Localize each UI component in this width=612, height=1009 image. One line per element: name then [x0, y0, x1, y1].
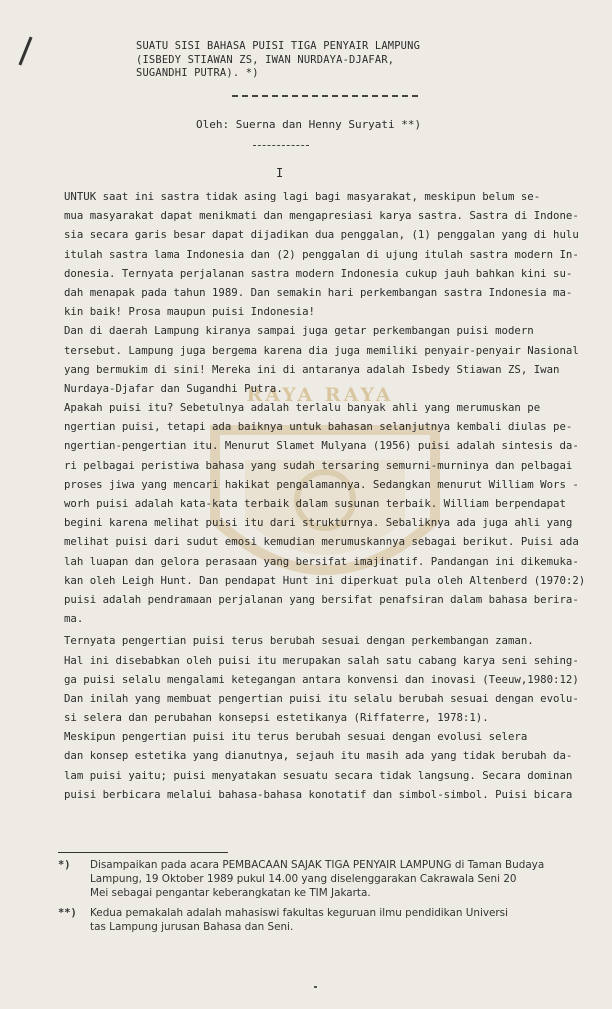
paragraph-4 [64, 631, 586, 727]
text-line: melihat puisi dari sudut emosi kemudian merumuskannya sebagai berikut. Puisi ada [64, 535, 579, 549]
watermark-text: RAYA RAYA [246, 384, 394, 406]
footnote-mark: *) [58, 859, 71, 871]
body-text [64, 187, 586, 804]
text-line: UNTUK saat ini sastra tidak asing lagi bagi masyarakat, meskipun belum se- [64, 190, 541, 203]
title-line: (ISBEDY STIAWAN ZS, IWAN NURDAYA-DJAFAR, [136, 53, 395, 66]
text-line: dan konsep estetika yang dianutnya, sejauh itu masih ada yang tidak berubah da- [64, 749, 573, 763]
text-line: ga puisi selalu mengalami ketegangan antara konvensi dan inovasi (Teeuw,1980:12) [64, 672, 579, 686]
paragraph-5 [64, 727, 586, 804]
footnote-line: Lampung, 19 Oktober 1989 pukul 14.00 yang diselenggarakan Cakrawala Seni 20 [90, 873, 517, 885]
text-line: si selera dan perubahan konsepsi estetikanya (Riffaterre, 1978:1). [64, 711, 489, 725]
text-line: ngertian-pengertian itu. Menurut Slamet Mulyana (1956) puisi adalah sintesis da- [64, 439, 579, 453]
title-line: SUATU SISI BAHASA PUISI TIGA PENYAIR LAMPUNG [136, 40, 421, 52]
text-line: Hal ini disebabkan oleh puisi itu merupakan salah satu cabang karya seni sehing- [64, 653, 579, 667]
text-line: Meskipun pengertian puisi itu terus berubah sesuai dengan evolusi selera [64, 730, 528, 744]
footnote-line: Disampaikan pada acara PEMBACAAN SAJAK TIGA PENYAIR LAMPUNG di Taman Budaya [90, 859, 545, 871]
text-line: Apakah puisi itu? Sebetulnya adalah terlalu banyak ahli yang merumuskan pe [64, 401, 541, 415]
text-line: mua masyarakat dapat menikmati dan mengapresiasi karya sastra. Sastra di Indone- [64, 209, 579, 223]
text-line: donesia. Ternyata perjalanan sastra modern Indonesia cukup jauh bahkan kini su- [64, 266, 573, 280]
footnote-line: tas Lampung jurusan Bahasa dan Seni. [90, 921, 294, 933]
text-line: puisi berbicara melalui bahasa-bahasa konotatif dan simbol-simbol. Puisi bicara [64, 787, 573, 801]
text-line: Dan inilah yang membuat pengertian puisi itu selalu berubah sesuai dengan evolu- [64, 691, 579, 705]
pen-slash-mark [18, 37, 32, 66]
footnote-divider [58, 852, 228, 853]
text-line: proses jiwa yang mencari hakikat pengalamannya. Sedangkan menurut William Wors - [64, 477, 579, 491]
footnote-2 [58, 906, 578, 934]
text-line: ma. [64, 612, 84, 626]
section-number: I [276, 166, 284, 180]
page-mark [314, 986, 317, 988]
text-line: begini karena melihat puisi itu dari strukturnya. Sebaliknya ada juga ahli yang [64, 516, 573, 530]
text-line: yang bermukim di sini! Mereka ini di antaranya adalah Isbedy Stiawan ZS, Iwan [64, 362, 560, 376]
text-line: tersebut. Lampung juga bergema karena dia juga memiliki penyair-penyair Nasional [64, 343, 579, 357]
author-divider [253, 145, 309, 146]
title-divider [232, 95, 418, 97]
paragraph-1 [64, 187, 586, 321]
footnote-mark: **) [58, 907, 77, 919]
text-line: dah menapak pada tahun 1989. Dan semakin hari perkembangan sastra Indonesia ma- [64, 285, 573, 299]
footnote-1 [58, 858, 578, 900]
paragraph-3 [64, 398, 586, 628]
text-line: Ternyata pengertian puisi terus berubah sesuai dengan perkembangan zaman. [64, 634, 534, 648]
footnote-line: Kedua pemakalah adalah mahasiswi fakultas keguruan ilmu pendidikan Universi [90, 907, 508, 919]
text-line: kan oleh Leigh Hunt. Dan pendapat Hunt ini diperkuat pula oleh Altenberd (1970:2) [64, 573, 586, 587]
text-line: itulah sastra lama Indonesia dan (2) penggalan di ujung itulah sastra modern In- [64, 247, 579, 261]
text-line: ngertian puisi, tetapi ada baiknya untuk bahasan selanjutnya kembali diulas pe- [64, 420, 573, 434]
text-line: Dan di daerah Lampung kiranya sampai juga getar perkembangan puisi modern [64, 324, 534, 338]
text-line: Nurdaya-Djafar dan Sugandhi Putra. [64, 381, 283, 395]
text-line: lam puisi yaitu; puisi menyatakan sesuatu secara tidak langsung. Secara dominan [64, 768, 573, 782]
document-title [136, 40, 566, 81]
text-line: kin baik! Prosa maupun puisi Indonesia! [64, 305, 315, 319]
text-line: puisi adalah pendramaan perjalanan yang bersifat penafsiran dalam bahasa berira- [64, 592, 579, 606]
text-line: sia secara garis besar dapat dijadikan dua penggalan, (1) penggalan yang di hulu [64, 228, 579, 242]
text-line: worh puisi adalah kata-kata terbaik dalam susunan terbaik. William berpendapat [64, 497, 566, 510]
title-line: SUGANDHI PUTRA). *) [136, 67, 259, 79]
text-line: ri pelbagai peristiwa bahasa yang sudah tersaring semurni-murninya dan pelbagai [64, 458, 573, 472]
text-line: lah luapan dan gelora perasaan yang bersifat imajinatif. Pandangan ini dikemuka- [64, 554, 579, 568]
footnote-line: Mei sebagai pengantar keberangkatan ke TIM Jakarta. [90, 887, 371, 899]
paragraph-2 [64, 321, 586, 398]
author-line: Oleh: Suerna dan Henny Suryati **) [196, 118, 422, 131]
